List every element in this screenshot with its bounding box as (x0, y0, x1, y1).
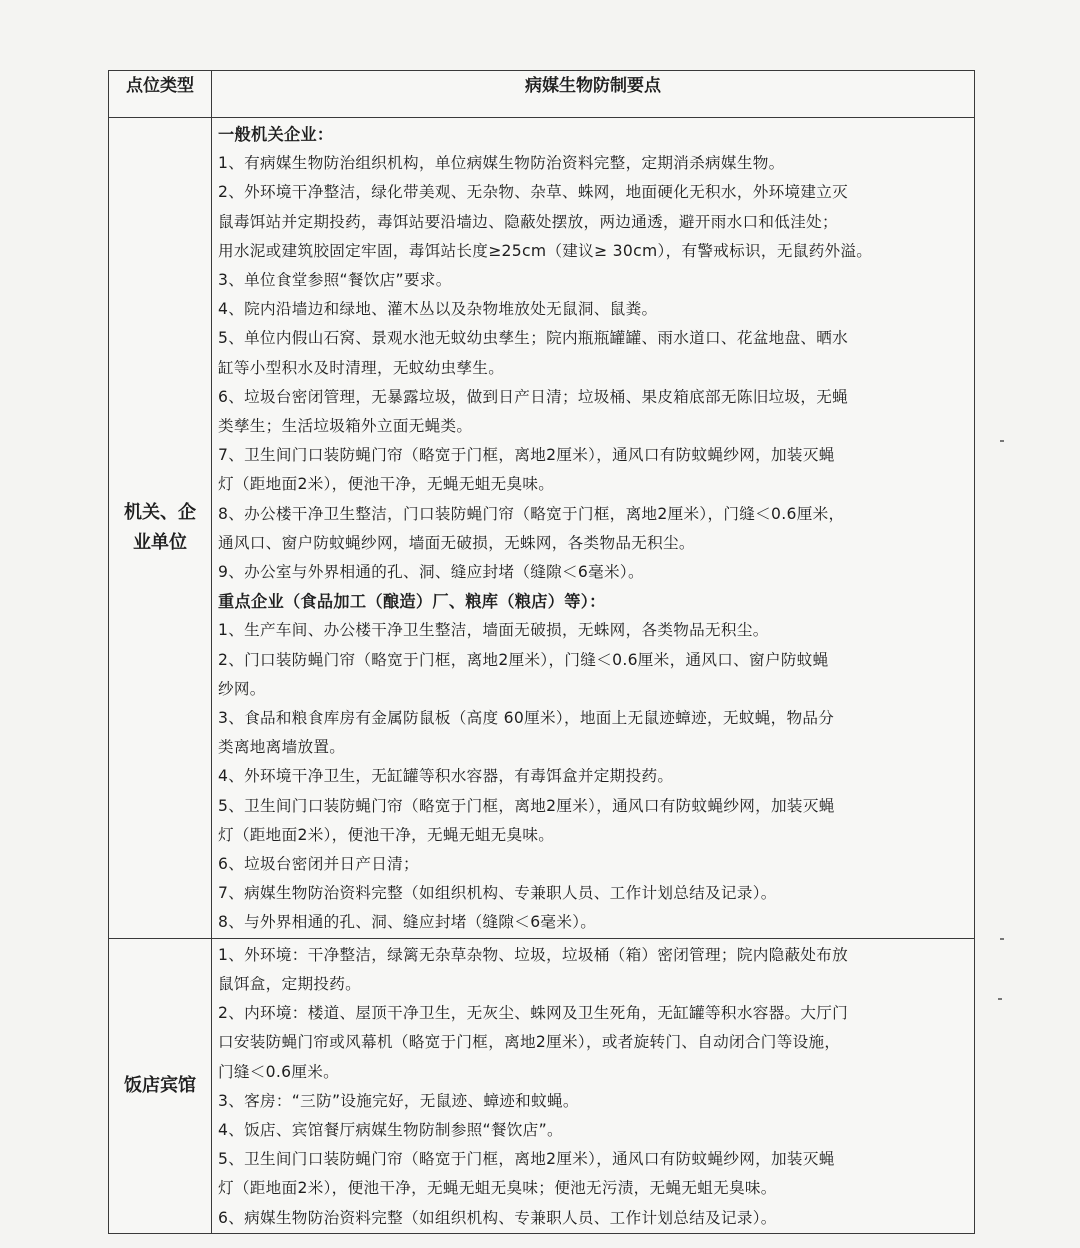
list-item-line: 类离地离墙放置。 (218, 738, 346, 757)
pest-control-table (108, 70, 975, 1234)
list-item-line: 用水泥或建筑胶固定牢固，毒饵站长度≥25cm（建议≥ 30cm），有警戒标识，无鼠药外溢。 (218, 241, 873, 260)
list-item-line: 5、卫生间门口装防蝇门帘（略宽于门框，离地2厘米），通风口有防蚊蝇纱网，加装灭蝇 (218, 1150, 835, 1169)
section-heading: 重点企业（食品加工（酿造）厂、粮库（粮店）等）： (218, 592, 606, 612)
list-item-line: 5、卫生间门口装防蝇门帘（略宽于门框，离地2厘米），通风口有防蚊蝇纱网，加装灭蝇 (218, 796, 835, 815)
list-item-line: 缸等小型积水及时清理，无蚊幼虫孳生。 (218, 358, 505, 377)
scan-speck (1000, 938, 1004, 940)
list-item-line: 4、饭店、宾馆餐厅病媒生物防制参照“餐饮店”。 (218, 1120, 563, 1139)
list-item-line: 9、办公室与外界相通的孔、洞、缝应封堵（缝隙＜6毫米）。 (218, 563, 644, 582)
list-item-line: 2、外环境干净整洁，绿化带美观、无杂物、杂草、蛛网，地面硬化无积水，外环境建立灭 (218, 183, 849, 202)
header-control-points: 病媒生物防制要点 (212, 71, 975, 118)
list-item-line: 3、客房：“三防”设施完好，无鼠迹、蟑迹和蚊蝇。 (218, 1091, 579, 1110)
list-item-line: 8、办公楼干净卫生整洁，门口装防蝇门帘（略宽于门框，离地2厘米），门缝＜0.6厘米， (218, 504, 845, 523)
list-item-line: 口安装防蝇门帘或风幕机（略宽于门框，离地2厘米），或者旋转门、自动闭合门等设施， (218, 1033, 841, 1052)
list-item-line: 鼠饵盒，定期投药。 (218, 974, 362, 993)
content-cell (212, 938, 975, 1233)
list-item-line: 1、外环境：干净整洁，绿篱无杂草杂物、垃圾，垃圾桶（箱）密闭管理；院内隐蔽处布放 (218, 945, 849, 964)
list-item-line: 灯（距地面2米），便池干净，无蝇无蛆无臭味；便池无污渍，无蝇无蛆无臭味。 (218, 1179, 777, 1198)
category-cell: 饭店宾馆 (109, 938, 212, 1233)
content-lines (218, 120, 968, 938)
table-row-hotels (109, 938, 975, 1233)
list-item-line: 1、生产车间、办公楼干净卫生整洁，墙面无破损，无蛛网，各类物品无积尘。 (218, 621, 769, 640)
list-item-line: 5、单位内假山石窝、景观水池无蚊幼虫孳生；院内瓶瓶罐罐、雨水道口、花盆地盘、晒水 (218, 329, 849, 348)
list-item-line: 4、院内沿墙边和绿地、灌木丛以及杂物堆放处无鼠洞、鼠粪。 (218, 300, 658, 319)
list-item-line: 通风口、窗户防蚊蝇纱网，墙面无破损，无蛛网，各类物品无积尘。 (218, 533, 695, 552)
content-cell (212, 118, 975, 939)
list-item-line: 7、病媒生物防治资料完整（如组织机构、专兼职人员、工作计划总结及记录）。 (218, 884, 777, 903)
list-item-line: 纱网。 (218, 679, 266, 698)
list-item-line: 灯（距地面2米），便池干净，无蝇无蛆无臭味。 (218, 475, 555, 494)
list-item-line: 8、与外界相通的孔、洞、缝应封堵（缝隙＜6毫米）。 (218, 913, 597, 932)
list-item-line: 1、有病媒生物防治组织机构，单位病媒生物防治资料完整，定期消杀病媒生物。 (218, 154, 785, 173)
list-item-line: 6、垃圾台密闭并日产日清； (218, 855, 419, 874)
table-header-row (109, 71, 975, 118)
list-item-line: 2、内环境：楼道、屋顶干净卫生，无灰尘、蛛网及卫生死角，无缸罐等积水容器。大厅门 (218, 1004, 849, 1023)
scan-speck (998, 998, 1002, 1000)
scan-speck (1000, 440, 1004, 442)
list-item-line: 3、食品和粮食库房有金属防鼠板（高度 60厘米），地面上无鼠迹蟑迹，无蚊蝇，物品分 (218, 709, 835, 728)
list-item-line: 2、门口装防蝇门帘（略宽于门框，离地2厘米），门缝＜0.6厘米，通风口、窗户防蚊蝇 (218, 650, 829, 669)
list-item-line: 6、垃圾台密闭管理，无暴露垃圾，做到日产日清；垃圾桶、果皮箱底部无陈旧垃圾，无蝇 (218, 387, 849, 406)
list-item-line: 灯（距地面2米），便池干净，无蝇无蛆无臭味。 (218, 825, 555, 844)
category-cell: 机关、企业单位 (109, 118, 212, 939)
content-lines (218, 941, 968, 1233)
list-item-line: 7、卫生间门口装防蝇门帘（略宽于门框，离地2厘米），通风口有防蚊蝇纱网，加装灭蝇 (218, 446, 835, 465)
list-item-line: 鼠毒饵站并定期投药，毒饵站要沿墙边、隐蔽处摆放，两边通透，避开雨水口和低洼处； (218, 212, 838, 231)
header-point-type: 点位类型 (109, 71, 212, 118)
list-item-line: 6、病媒生物防治资料完整（如组织机构、专兼职人员、工作计划总结及记录）。 (218, 1208, 777, 1227)
list-item-line: 3、单位食堂参照“餐饮店”要求。 (218, 271, 452, 290)
table-row-organizations (109, 118, 975, 939)
list-item-line: 门缝＜0.6厘米。 (218, 1062, 340, 1081)
section-heading: 一般机关企业： (218, 125, 334, 144)
list-item-line: 类孳生；生活垃圾箱外立面无蝇类。 (218, 417, 473, 436)
list-item-line: 4、外环境干净卫生，无缸罐等积水容器，有毒饵盒并定期投药。 (218, 767, 674, 786)
